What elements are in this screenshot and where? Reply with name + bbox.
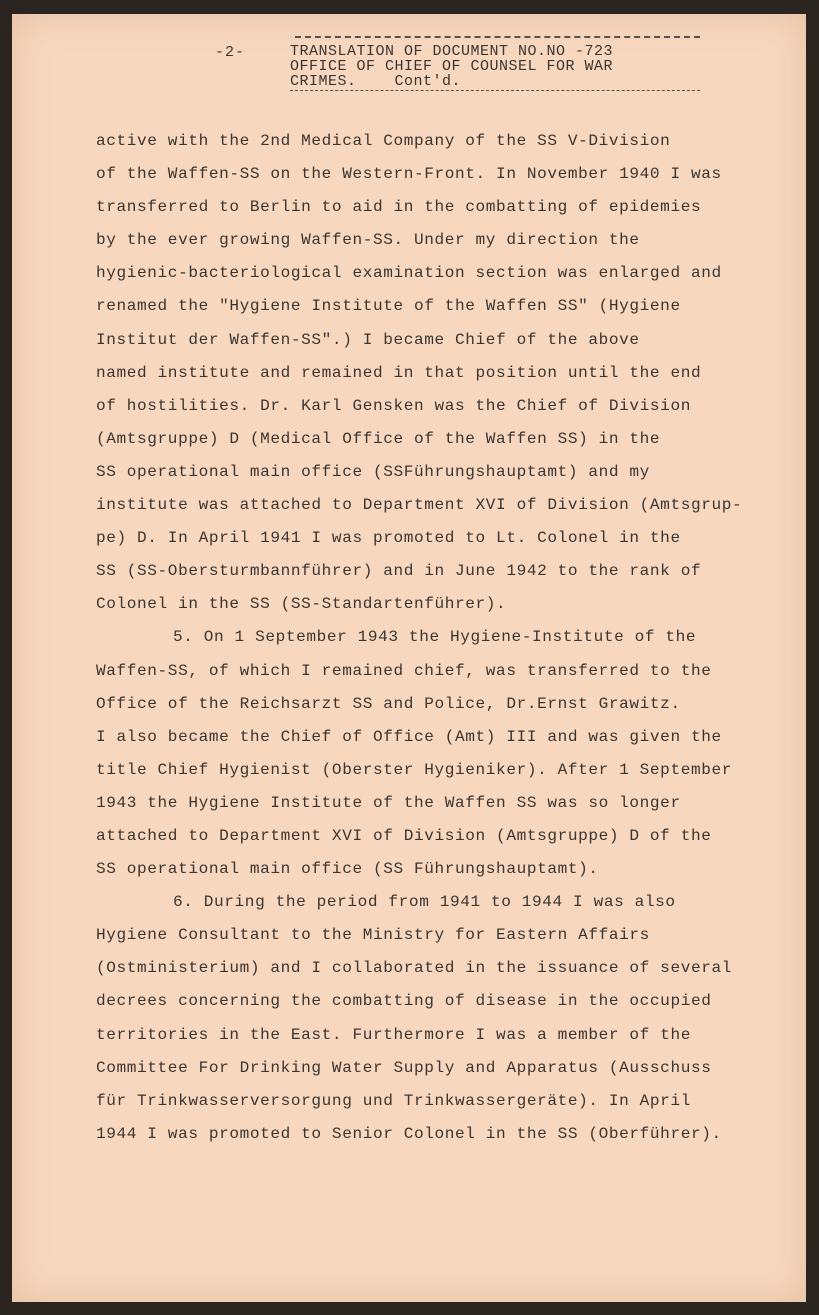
- body-text-line: SS operational main office (SSFührungshauptamt) and my: [96, 462, 650, 481]
- body-text-line: (Ostministerium) and I collaborated in the issuance of several: [96, 959, 732, 978]
- body-text-line: Committee For Drinking Water Supply and Apparatus (Ausschuss: [96, 1058, 712, 1077]
- body-text-line: Waffen-SS, of which I remained chief, was transferred to the: [96, 661, 712, 680]
- header-title-line: TRANSLATION OF DOCUMENT NO.NO -723: [290, 43, 614, 60]
- body-text-line: für Trinkwasserversorgung und Trinkwassergeräte). In April: [96, 1091, 691, 1110]
- body-text-line: SS operational main office (SS Führungshauptamt).: [96, 860, 599, 879]
- body-text-line: territories in the East. Furthermore I was a member of the: [96, 1025, 691, 1044]
- body-text-line: active with the 2nd Medical Company of the SS V-Division: [96, 132, 671, 150]
- body-text-line: institute was attached to Department XVI of Division (Amtsgrup-: [96, 496, 743, 515]
- body-text-line: named institute and remained in that position until the end: [96, 363, 702, 382]
- body-text-line: title Chief Hygienist (Oberster Hygieniker). After 1 September: [96, 760, 732, 779]
- body-text-line: of the Waffen-SS on the Western-Front. In November 1940 I was: [96, 165, 722, 184]
- body-text-line: renamed the "Hygiene Institute of the Waffen SS" (Hygiene: [96, 297, 681, 316]
- body-text-line: SS (SS-Obersturmbannführer) and in June 1942 to the rank of: [96, 562, 702, 581]
- body-text-line: Colonel in the SS (SS-Standartenführer).: [96, 595, 507, 614]
- body-text-line: hygienic-bacteriological examination section was enlarged and: [96, 264, 722, 283]
- header-continuation: CRIMES. Cont'd.: [290, 74, 700, 91]
- body-text-line: transferred to Berlin to aid in the combatting of epidemies: [96, 198, 702, 217]
- body-text-line: decrees concerning the combatting of disease in the occupied: [96, 992, 712, 1011]
- page-number: -2-: [215, 44, 246, 61]
- body-text-line: by the ever growing Waffen-SS. Under my direction the: [96, 231, 640, 250]
- body-text-line: Institut der Waffen-SS".) I became Chief of the above: [96, 330, 640, 349]
- body-text-line: attached to Department XVI of Division (Amtsgruppe) D of the: [96, 826, 712, 845]
- document-header: [290, 44, 700, 91]
- body-text-line: I also became the Chief of Office (Amt) III and was given the: [96, 727, 722, 746]
- document-page: [12, 14, 806, 1302]
- body-text-line: pe) D. In April 1941 I was promoted to Lt. Colonel in the: [96, 529, 681, 548]
- body-text-line: 1944 I was promoted to Senior Colonel in the SS (Oberführer).: [96, 1124, 722, 1143]
- body-text-line: 1943 the Hygiene Institute of the Waffen SS was so longer: [96, 793, 681, 812]
- body-text-line: (Amtsgruppe) D (Medical Office of the Waffen SS) in the: [96, 429, 661, 448]
- body-text-line: Office of the Reichsarzt SS and Police, Dr.Ernst Grawitz.: [96, 694, 681, 713]
- document-body: [96, 125, 743, 1151]
- body-text-line: of hostilities. Dr. Karl Gensken was the Chief of Division: [96, 396, 691, 415]
- body-text-line: 6. During the period from 1941 to 1944 I was also: [173, 893, 676, 912]
- header-title-line: OFFICE OF CHIEF OF COUNSEL FOR WAR: [290, 58, 614, 75]
- header-rule: [295, 36, 700, 38]
- body-text-line: Hygiene Consultant to the Ministry for Eastern Affairs: [96, 926, 650, 945]
- body-text-line: 5. On 1 September 1943 the Hygiene-Institute of the: [173, 628, 697, 647]
